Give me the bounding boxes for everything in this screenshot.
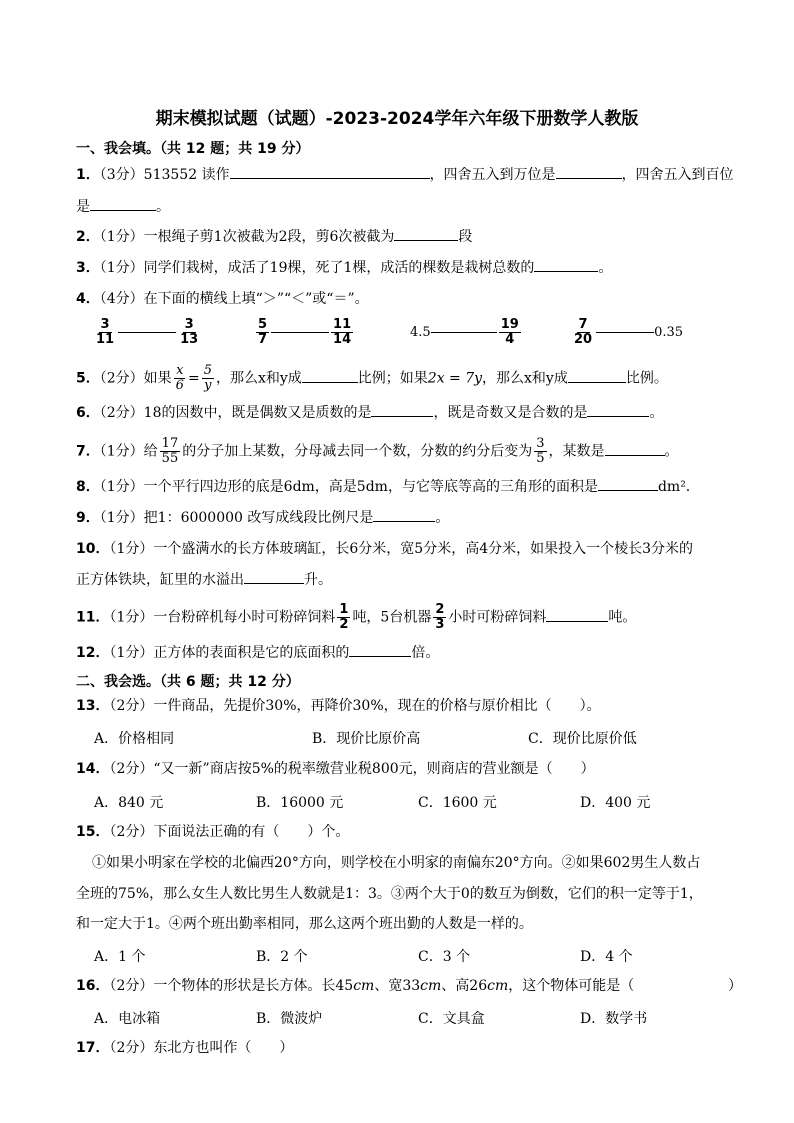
answer-blank[interactable] xyxy=(546,607,608,622)
answer-blank[interactable] xyxy=(230,164,430,179)
question-9 xyxy=(76,506,736,530)
option-c[interactable]: C．文具盒 xyxy=(418,1011,485,1027)
answer-blank[interactable] xyxy=(394,226,458,241)
answer-blank[interactable] xyxy=(244,569,304,584)
option-b[interactable]: B．16000 元 xyxy=(256,795,344,811)
question-number: 4． xyxy=(76,291,100,307)
question-1 xyxy=(76,163,736,187)
answer-blank[interactable] xyxy=(556,164,622,179)
question-text: 小时可粉碎饲料 xyxy=(448,609,547,626)
question-text: 倍。 xyxy=(411,645,440,661)
compare-item-2: $\frac{5}{7}$ $\frac{11}{14}$ xyxy=(258,317,352,347)
question-1-cont xyxy=(76,195,736,219)
question-text: 。 xyxy=(598,260,613,276)
question-text: （1分）把1：6000000 改写成线段比例尺是 xyxy=(99,510,374,526)
question-15-statements-1: ①如果小明家在学校的北偏西20°方向，则学校在小明家的南偏东20°方向。②如果602男生人数占 xyxy=(92,855,701,871)
question-text: （2分）如果 xyxy=(99,370,172,387)
question-text: （3分）513552 读作 xyxy=(99,167,230,183)
question-text: （2分）“又一新”商店按5%的税率缴营业税800元，则商店的营业额是（ ） xyxy=(109,761,595,777)
answer-blank[interactable] xyxy=(598,476,658,491)
option-a[interactable]: A．电冰箱 xyxy=(94,1011,161,1027)
question-2 xyxy=(76,225,736,249)
compare-item-3: 4.5 $\frac{19}{4}$ xyxy=(410,317,519,347)
question-text: 。 xyxy=(664,443,679,460)
question-10-cont xyxy=(76,568,736,592)
question-text: （1分）同学们栽树，成活了19棵，死了1棵，成活的棵数是栽树总数的 xyxy=(99,260,535,276)
answer-blank[interactable] xyxy=(271,332,329,333)
answer-blank[interactable] xyxy=(596,332,654,333)
question-text: 、宽33 xyxy=(374,978,421,994)
question-text: 升。 xyxy=(304,572,332,588)
answer-blank[interactable] xyxy=(431,332,497,333)
question-text: （2分）下面说法正确的有（ ）个。 xyxy=(109,824,350,840)
answer-blank[interactable] xyxy=(90,196,156,211)
question-text: 。 xyxy=(649,405,664,421)
question-text: 比例。 xyxy=(625,370,668,387)
question-number: 17． xyxy=(76,1040,110,1056)
question-text: ，某数是 xyxy=(548,443,605,460)
question-number: 6． xyxy=(76,405,100,421)
answer-blank[interactable] xyxy=(302,368,358,383)
option-a[interactable]: A．840 元 xyxy=(94,795,164,811)
question-number: 15． xyxy=(76,824,110,840)
question-10 xyxy=(76,537,736,561)
question-number: 7． xyxy=(76,443,100,460)
question-number: 5． xyxy=(76,370,100,387)
question-15 xyxy=(76,820,736,844)
question-15-statements-2: 全班的75%，那么女生人数比男生人数就是1：3。③两个大于0的数互为倒数，它们的积一定等于1， xyxy=(76,886,703,902)
option-a[interactable]: A．价格相同 xyxy=(94,731,175,747)
question-text: （4分）在下面的横线上填“＞”“＜”或“＝”。 xyxy=(99,291,369,307)
answer-blank[interactable] xyxy=(118,332,176,333)
question-5: 5．（2分）如果 $\frac{x}{6}$ = $\frac{5}{y}$ ，那么x和y成 比例；如果2x = 7y，那么x和y成 比例。 xyxy=(76,363,668,393)
question-text: 正方体铁块，缸里的水溢出 xyxy=(76,572,244,588)
section-heading-choice: 二、我会选。（共 6 题；共 12 分） xyxy=(76,674,300,690)
question-text: 是 xyxy=(76,199,90,215)
question-text: （1分）一个盛满水的长方体玻璃缸，长6分米，宽5分米，高4分米，如果投入一个棱长3分米的 xyxy=(109,541,694,557)
question-text: 吨。 xyxy=(608,609,637,626)
option-b[interactable]: B．现价比原价高 xyxy=(312,731,421,747)
question-text: dm². xyxy=(657,479,691,495)
question-text: 。 xyxy=(435,510,450,526)
question-text: （1分）正方体的表面积是它的底面积的 xyxy=(109,645,350,661)
option-d[interactable]: D．4 个 xyxy=(580,949,633,965)
question-number: 8． xyxy=(76,479,100,495)
question-number: 3． xyxy=(76,260,100,276)
question-text: ，那么x和y成 xyxy=(482,370,568,387)
question-number: 13． xyxy=(76,698,110,714)
question-text: ，这个物体可能是（ xyxy=(508,978,635,994)
question-6 xyxy=(76,401,736,425)
question-12 xyxy=(76,641,736,665)
question-number: 12． xyxy=(76,645,110,661)
question-text: （2分）一件商品，先提价30%，再降价30%，现在的价格与原价相比（ ）。 xyxy=(109,698,601,714)
question-text: 。 xyxy=(156,199,170,215)
option-c[interactable]: C．3 个 xyxy=(418,949,471,965)
question-text: （1分）一个平行四边形的底是6dm，高是5dm，与它等底等高的三角形的面积是 xyxy=(99,479,598,495)
option-c[interactable]: C．现价比原价低 xyxy=(528,731,637,747)
question-number: 9． xyxy=(76,510,100,526)
question-number: 11． xyxy=(76,609,110,626)
question-text: ，四舍五入到百位 xyxy=(621,167,734,183)
question-text: 段 xyxy=(458,229,473,245)
question-8 xyxy=(76,475,736,499)
option-b[interactable]: B．微波炉 xyxy=(256,1011,323,1027)
question-11: 11．（1分）一台粉碎机每小时可粉碎饲料 $\frac{1}{2}$ 吨，5台机器 $\frac{2}{3}$ 小时可粉碎饲料 吨。 xyxy=(76,602,637,632)
question-text: ，那么x和y成 xyxy=(215,370,302,387)
question-text: （1分）一台粉碎机每小时可粉碎饲料 xyxy=(109,609,336,626)
answer-blank[interactable] xyxy=(349,642,411,657)
compare-item-1: $\frac{3}{11}$ $\frac{3}{13}$ xyxy=(96,317,199,347)
page-title: 期末模拟试题（试题）-2023-2024学年六年级下册数学人教版 xyxy=(155,109,639,129)
question-text: 吨，5台机器 xyxy=(352,609,432,626)
question-text: （1分）给 xyxy=(99,443,158,460)
answer-blank[interactable] xyxy=(371,402,433,417)
question-14 xyxy=(76,757,736,781)
question-text: （2分）东北方也叫作（ ） xyxy=(109,1040,294,1056)
option-b[interactable]: B．2 个 xyxy=(256,949,308,965)
question-text: 、高26 xyxy=(441,978,488,994)
question-number: 14． xyxy=(76,761,110,777)
compare-item-4: $\frac{7}{20}$ 0.35 xyxy=(574,317,684,347)
section-heading-fill: 一、我会填。（共 12 题；共 19 分） xyxy=(76,141,310,157)
question-text: （2分）一个物体的形状是长方体。长45 xyxy=(109,978,354,994)
question-7: 7．（1分）给 $\frac{17}{55}$ 的分子加上某数，分母减去同一个数，分数的约分后变为 $\frac{3}{5}$ ，某数是 。 xyxy=(76,436,679,466)
question-15-statements-3: 和一定大于1。④两个班出勤率相同，那么这两个班出勤的人数是一样的。 xyxy=(76,916,533,932)
question-17 xyxy=(76,1036,736,1060)
answer-blank[interactable] xyxy=(587,402,649,417)
question-text: 的分子加上某数，分母减去同一个数，分数的约分后变为 xyxy=(182,443,533,460)
answer-blank[interactable] xyxy=(534,257,598,272)
question-4 xyxy=(76,287,736,311)
question-13 xyxy=(76,694,736,718)
question-number: 1． xyxy=(76,167,100,183)
question-number: 10． xyxy=(76,541,110,557)
question-text: （1分）一根绳子剪1次被截为2段，剪6次被截为 xyxy=(99,229,395,245)
option-d[interactable]: D．数学书 xyxy=(580,1011,648,1027)
question-number: 2． xyxy=(76,229,100,245)
question-text: ） xyxy=(728,978,742,994)
option-d[interactable]: D．400 元 xyxy=(580,795,651,811)
question-3 xyxy=(76,256,736,280)
question-text: 比例；如果 xyxy=(357,370,428,387)
option-a[interactable]: A．1 个 xyxy=(94,949,146,965)
answer-blank[interactable] xyxy=(373,507,435,522)
answer-blank[interactable] xyxy=(605,441,665,456)
question-text: （2分）18的因数中，既是偶数又是质数的是 xyxy=(99,405,372,421)
option-c[interactable]: C．1600 元 xyxy=(418,795,497,811)
question-text: ，四舍五入到万位是 xyxy=(429,167,556,183)
question-16: 16．（2分）一个物体的形状是长方体。长45cm、宽33cm、高26cm，这个物体可能是（ ） xyxy=(76,974,736,998)
answer-blank[interactable] xyxy=(568,368,626,383)
question-number: 16． xyxy=(76,978,110,994)
question-text: ，既是奇数又是合数的是 xyxy=(433,405,588,421)
